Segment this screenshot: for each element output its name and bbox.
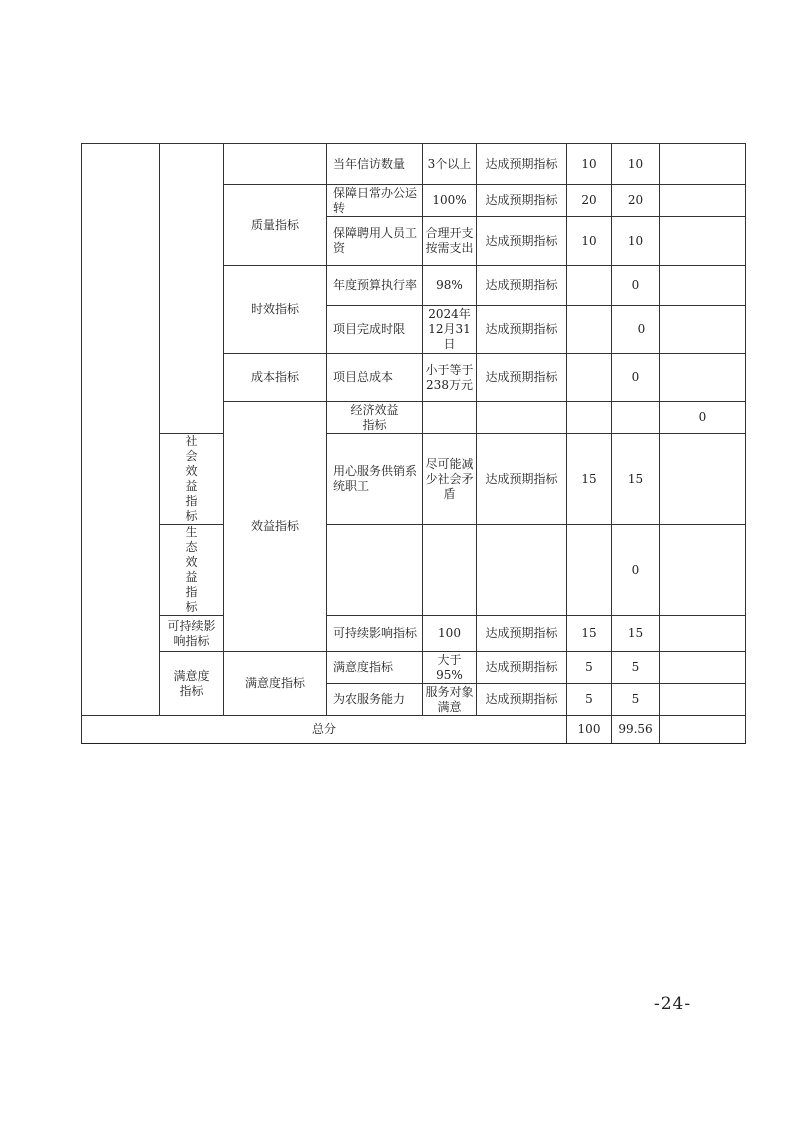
score-cell: 0 (612, 306, 660, 354)
standard-cell: 达成预期指标 (477, 144, 567, 185)
remark-cell (660, 525, 746, 616)
target-cell: 尽可能减少社会矛盾 (423, 434, 477, 525)
standard-cell: 达成预期指标 (477, 616, 567, 652)
target-cell: 100 (423, 616, 477, 652)
indicator-cell: 满意度指标 (327, 652, 423, 684)
indicator-cell: 用心服务供销系统职工 (327, 434, 423, 525)
score-cell: 15 (612, 616, 660, 652)
remark-cell (660, 616, 746, 652)
total-weight: 100 (567, 716, 612, 744)
standard-cell (567, 402, 612, 434)
standard-cell: 达成预期指标 (477, 266, 567, 306)
weight-cell: 20 (567, 185, 612, 217)
target-cell: 大于95% (423, 652, 477, 684)
page-number: -24- (654, 994, 692, 1014)
standard-cell: 达成预期指标 (477, 185, 567, 217)
first-level-cell (82, 144, 160, 716)
target-cell (423, 525, 477, 616)
remark-cell (660, 434, 746, 525)
standard-cell: 达成预期指标 (477, 217, 567, 266)
weight-cell (567, 354, 612, 402)
indicator-cell: 为农服务能力 (327, 684, 423, 716)
weight-cell: 15 (567, 616, 612, 652)
score-cell: 10 (612, 217, 660, 266)
score-cell: 0 (612, 266, 660, 306)
weight-cell (612, 402, 660, 434)
table-row (82, 616, 746, 652)
standard-cell: 达成预期指标 (477, 652, 567, 684)
category-cell: 可持续影响指标 (160, 616, 224, 652)
remark-cell (660, 266, 746, 306)
weight-cell: 10 (567, 217, 612, 266)
category-cell: 社会效益指标 (160, 434, 224, 525)
target-cell: 服务对象满意 (423, 684, 477, 716)
indicator-cell: 项目总成本 (327, 354, 423, 402)
target-cell: 98% (423, 266, 477, 306)
second-level-cell (160, 144, 224, 434)
standard-cell: 达成预期指标 (477, 684, 567, 716)
weight-cell: 5 (567, 652, 612, 684)
indicator-cell: 保障日常办公运转 (327, 185, 423, 217)
indicator-cell (327, 525, 423, 616)
remark-cell (660, 185, 746, 217)
indicator-cell: 可持续影响指标 (327, 616, 423, 652)
weight-cell (567, 266, 612, 306)
remark-cell (660, 306, 746, 354)
weight-cell: 10 (567, 144, 612, 185)
indicator-cell: 项目完成时限 (327, 306, 423, 354)
remark-cell (660, 217, 746, 266)
total-label: 总分 (82, 716, 567, 744)
target-cell: 3个以上 (423, 144, 477, 185)
indicator-cell: 年度预算执行率 (327, 266, 423, 306)
total-row (82, 716, 746, 744)
indicator-cell: 保障聘用人员工资 (327, 217, 423, 266)
standard-cell (477, 525, 567, 616)
indicator-cell: 当年信访数量 (327, 144, 423, 185)
indicator-cell (423, 402, 477, 434)
remark-cell (660, 684, 746, 716)
weight-cell (567, 525, 612, 616)
category-cell: 成本指标 (224, 354, 327, 402)
category-cell: 满意度指标 (224, 652, 327, 716)
third-level-cell (224, 144, 327, 185)
total-remark (660, 716, 746, 744)
weight-cell (567, 306, 612, 354)
group-cell: 效益指标 (224, 402, 327, 652)
table-row (82, 434, 746, 525)
score-cell: 0 (612, 354, 660, 402)
category-cell: 生态效益指标 (160, 525, 224, 616)
score-cell: 5 (612, 684, 660, 716)
score-cell: 5 (612, 652, 660, 684)
remark-cell (660, 144, 746, 185)
standard-cell: 达成预期指标 (477, 434, 567, 525)
group-cell: 满意度指标 (160, 652, 224, 716)
category-cell: 时效指标 (224, 266, 327, 354)
score-cell: 15 (612, 434, 660, 525)
performance-indicator-table (81, 143, 746, 744)
category-cell: 质量指标 (224, 185, 327, 266)
remark-cell (660, 652, 746, 684)
table-row (82, 652, 746, 684)
standard-cell: 达成预期指标 (477, 354, 567, 402)
standard-cell: 达成预期指标 (477, 306, 567, 354)
target-cell: 2024年12月31日 (423, 306, 477, 354)
score-cell: 0 (612, 525, 660, 616)
target-cell: 100% (423, 185, 477, 217)
score-cell: 20 (612, 185, 660, 217)
target-cell: 小于等于238万元 (423, 354, 477, 402)
table-row (82, 144, 746, 185)
remark-cell (660, 354, 746, 402)
weight-cell: 15 (567, 434, 612, 525)
table-row (82, 525, 746, 616)
target-cell (477, 402, 567, 434)
weight-cell: 5 (567, 684, 612, 716)
score-cell: 10 (612, 144, 660, 185)
category-cell: 经济效益指标 (327, 402, 423, 434)
target-cell: 合理开支按需支出 (423, 217, 477, 266)
score-cell: 0 (660, 402, 746, 434)
total-score: 99.56 (612, 716, 660, 744)
